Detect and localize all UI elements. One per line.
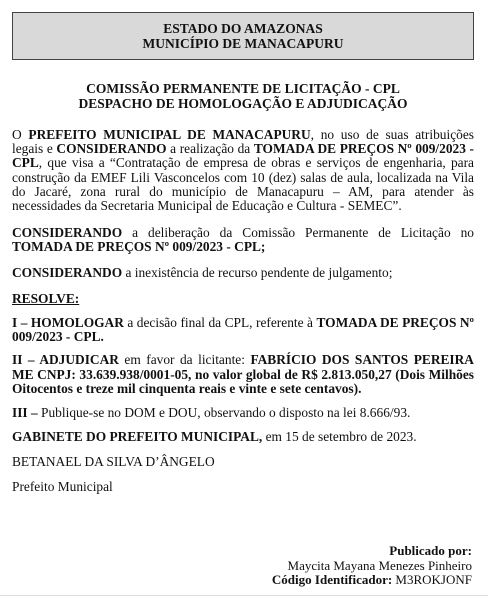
intro-bold-considering: CONSIDERANDO	[56, 141, 167, 157]
item3-bold: III –	[12, 405, 38, 421]
resolve-heading: RESOLVE:	[12, 290, 80, 306]
item-homologate	[12, 316, 474, 344]
item2-bold: II – ADJUDICAR	[12, 352, 119, 368]
bottom-divider	[0, 595, 488, 596]
publication-info	[272, 544, 472, 588]
intro-text-1: O	[12, 127, 29, 142]
item2-bold-bidder: FABRÍCIO DOS SANTOS PEREIRA ME CNPJ: 33.639.938/0001-05,	[12, 352, 474, 382]
considering2-text: a deliberação da Comissão Permanente de Licitação no	[122, 225, 474, 241]
state-name: ESTADO DO AMAZONAS	[163, 21, 323, 36]
item3-text: Publique-se no DOM e DOU, observando o disposto na lei 8.666/93.	[37, 405, 411, 421]
document-titles	[12, 81, 474, 111]
item1-bold: I – HOMOLOGAR	[12, 315, 124, 331]
item2-bold-amount: no valor global de R$ 2.813.050,27 (Dois Milhões Oitocentos e treze mil cinquenta reais e vinte e sete centavos).	[12, 366, 474, 396]
item-adjudicate	[12, 353, 474, 396]
considering-deliberation-paragraph	[12, 226, 474, 254]
cabinet-date: em 15 de setembro de 2023.	[262, 429, 417, 445]
cabinet-line	[12, 430, 474, 444]
identifier-code: M3ROKJONF	[395, 572, 472, 587]
signatory-name: BETANAEL DA SILVA D’ÂNGELO	[12, 454, 215, 470]
item1-text: a decisão final da CPL, referente à	[123, 315, 317, 331]
commission-title: COMISSÃO PERMANENTE DE LICITAÇÃO - CPL	[86, 81, 400, 96]
item2-text: em favor da licitante:	[118, 352, 251, 368]
intro-text-2: , no uso de suas atribuições legais e	[12, 127, 474, 157]
intro-bold-tender: TOMADA DE PREÇOS Nº 009/2023 - CPL	[12, 141, 475, 171]
intro-text-4: , que visa a “Contratação de empresa de obras e serviços de engenharia, para construção da EMEF Lili Vasconcelos com 10 (dez) salas de aula, localizada na Vila do Jacaré, zona rural do município de Manacapuru – AM, para atender às necessidades da Secretaria Municipal de Educação e Cultura - SEMEC”.	[12, 155, 474, 214]
signatory-role: Prefeito Municipal	[12, 478, 113, 494]
publisher-name: Maycita Mayana Menezes Pinheiro	[287, 557, 472, 573]
considering2-bold-tender: TOMADA DE PREÇOS Nº 009/2023 - CPL;	[12, 239, 266, 255]
identifier-line	[272, 573, 472, 588]
identifier-label: Código Identificador:	[271, 572, 393, 587]
municipality-name: MUNICÍPIO DE MANACAPURU	[142, 36, 344, 51]
item-publish	[12, 406, 474, 420]
considering2-bold: CONSIDERANDO	[12, 225, 123, 241]
intro-paragraph	[12, 128, 474, 213]
document-body	[12, 128, 474, 504]
intro-text-3: a realização da	[166, 141, 254, 157]
published-by-label: Publicado por:	[389, 543, 472, 558]
considering-no-appeal-paragraph	[12, 266, 474, 280]
considering3-bold: CONSIDERANDO	[12, 264, 123, 280]
dispatch-title: DESPACHO DE HOMOLOGAÇÃO E ADJUDICAÇÃO	[78, 96, 408, 111]
intro-bold-mayor: PREFEITO MUNICIPAL DE MANACAPURU	[28, 127, 311, 142]
considering3-text: a inexistência de recurso pendente de julgamento;	[122, 264, 393, 280]
item1-bold-tender: TOMADA DE PREÇOS Nº 009/2023 - CPL.	[12, 315, 474, 345]
cabinet-bold: GABINETE DO PREFEITO MUNICIPAL,	[12, 429, 263, 445]
header-box	[12, 12, 474, 60]
